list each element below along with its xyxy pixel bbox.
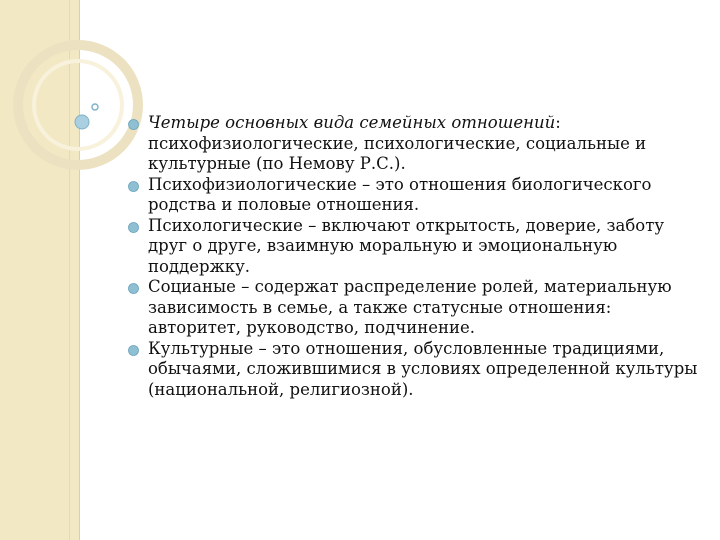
blue-dot-large [75, 115, 89, 129]
bullet-item [128, 339, 700, 401]
bullet-marker-icon [128, 181, 139, 192]
bullet-text: Социаные – содержат распределение ролей, материальную зависимость в семье, а также статусные отношения: авторитет, руководство, подчинение. [148, 277, 672, 337]
bullet-marker-icon [128, 345, 139, 356]
bullet-item [128, 277, 700, 339]
bullet-text: Культурные – это отношения, обусловленные традициями, обычаями, сложившимися в условиях определенной культуры (национальной, религиозной). [148, 338, 698, 399]
bullet-marker-icon [128, 283, 139, 294]
bullet-text: Психологические – включают открытость, доверие, заботу друг о друге, взаимную моральную и эмоциональную поддержку. [148, 215, 665, 276]
slide-content [128, 113, 700, 400]
bullet-item [128, 113, 700, 175]
bullet-text: Психофизиологические – это отношения биологического родства и половые отношения. [148, 174, 652, 214]
bullet-text: : психофизиологические, психологические, социальные и культурные (по Немову Р.С.). [148, 113, 647, 173]
bullet-lead-text: Четыре основных вида семейных отношений [148, 113, 556, 132]
bullet-marker-icon [128, 222, 139, 233]
bullet-marker-icon [128, 119, 139, 130]
blue-dot-small [92, 104, 98, 110]
bullet-item [128, 175, 700, 216]
bullet-item [128, 216, 700, 278]
inner-ring [34, 61, 122, 149]
bullet-list [128, 113, 700, 400]
